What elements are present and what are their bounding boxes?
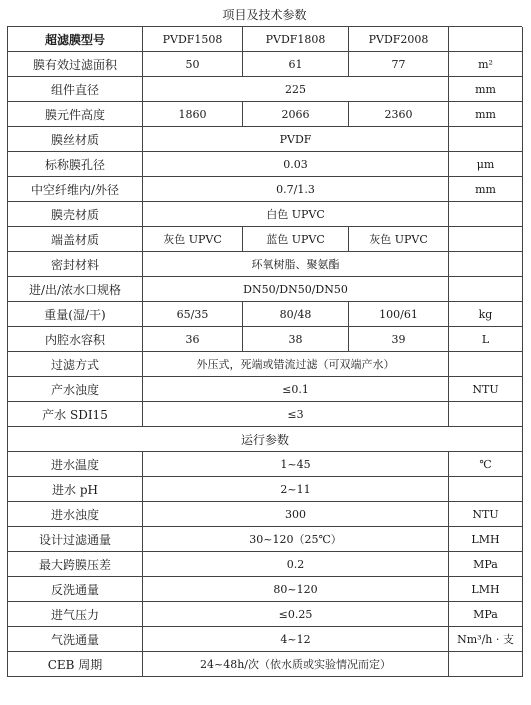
row-label: 进水温度 bbox=[8, 452, 143, 477]
row-value: 39 bbox=[349, 327, 449, 352]
row-unit: NTU bbox=[449, 502, 523, 527]
row-value: 0.7/1.3 bbox=[143, 177, 449, 202]
row-label: 进/出/浓水口规格 bbox=[8, 277, 143, 302]
row-value: 2360 bbox=[349, 102, 449, 127]
table-row bbox=[8, 52, 523, 77]
row-label: 标称膜孔径 bbox=[8, 152, 143, 177]
table-row bbox=[8, 352, 523, 377]
model-name: PVDF2008 bbox=[349, 27, 449, 52]
table-row bbox=[8, 627, 523, 652]
row-value: PVDF bbox=[143, 127, 449, 152]
row-label: 进气压力 bbox=[8, 602, 143, 627]
row-label: 内腔水容积 bbox=[8, 327, 143, 352]
row-value: 77 bbox=[349, 52, 449, 77]
row-value: ≤0.25 bbox=[143, 602, 449, 627]
row-value: 300 bbox=[143, 502, 449, 527]
row-label: 端盖材质 bbox=[8, 227, 143, 252]
row-value: DN50/DN50/DN50 bbox=[143, 277, 449, 302]
row-unit bbox=[449, 202, 523, 227]
table-row bbox=[8, 277, 523, 302]
row-unit: mm bbox=[449, 102, 523, 127]
row-value: 0.03 bbox=[143, 152, 449, 177]
row-label: 中空纤维内/外径 bbox=[8, 177, 143, 202]
row-value: 蓝色 UPVC bbox=[243, 227, 349, 252]
row-label: 膜元件高度 bbox=[8, 102, 143, 127]
row-label: 反洗通量 bbox=[8, 577, 143, 602]
row-label: 过滤方式 bbox=[8, 352, 143, 377]
row-value: 50 bbox=[143, 52, 243, 77]
header-label: 超滤膜型号 bbox=[8, 27, 143, 52]
table-row bbox=[8, 202, 523, 227]
row-value: 225 bbox=[143, 77, 449, 102]
row-unit: m² bbox=[449, 52, 523, 77]
row-value: 1~45 bbox=[143, 452, 449, 477]
section-header-row bbox=[8, 427, 523, 452]
row-unit: Nm³/h · 支 bbox=[449, 627, 523, 652]
row-value: ≤3 bbox=[143, 402, 449, 427]
row-unit: LMH bbox=[449, 527, 523, 552]
row-label: CEB 周期 bbox=[8, 652, 143, 677]
row-value: 外压式，死端或错流过滤（可双端产水） bbox=[143, 352, 449, 377]
row-value: 灰色 UPVC bbox=[143, 227, 243, 252]
row-value: 灰色 UPVC bbox=[349, 227, 449, 252]
row-unit: mm bbox=[449, 77, 523, 102]
table-row bbox=[8, 602, 523, 627]
row-label: 产水浊度 bbox=[8, 377, 143, 402]
table-row bbox=[8, 227, 523, 252]
row-value: 白色 UPVC bbox=[143, 202, 449, 227]
spec-table-body bbox=[8, 27, 523, 677]
row-value: 2066 bbox=[243, 102, 349, 127]
table-row bbox=[8, 102, 523, 127]
row-unit bbox=[449, 277, 523, 302]
row-label: 最大跨膜压差 bbox=[8, 552, 143, 577]
row-value: 环氧树脂、聚氨酯 bbox=[143, 252, 449, 277]
table-row bbox=[8, 527, 523, 552]
table-row bbox=[8, 152, 523, 177]
row-label: 进水 pH bbox=[8, 477, 143, 502]
row-unit: MPa bbox=[449, 552, 523, 577]
row-value: 0.2 bbox=[143, 552, 449, 577]
table-row bbox=[8, 652, 523, 677]
row-value: 65/35 bbox=[143, 302, 243, 327]
spec-sheet bbox=[7, 4, 522, 697]
row-label: 设计过滤通量 bbox=[8, 527, 143, 552]
row-unit bbox=[449, 127, 523, 152]
row-unit bbox=[449, 227, 523, 252]
table-row bbox=[8, 552, 523, 577]
row-unit: kg bbox=[449, 302, 523, 327]
row-unit: NTU bbox=[449, 377, 523, 402]
row-label: 密封材料 bbox=[8, 252, 143, 277]
table-row bbox=[8, 452, 523, 477]
bottom-margin bbox=[7, 677, 522, 697]
row-label: 进水浊度 bbox=[8, 502, 143, 527]
table-title: 项目及技术参数 bbox=[7, 4, 522, 27]
row-value: 1860 bbox=[143, 102, 243, 127]
table-row bbox=[8, 77, 523, 102]
table-row bbox=[8, 252, 523, 277]
row-label: 膜丝材质 bbox=[8, 127, 143, 152]
row-label: 产水 SDI15 bbox=[8, 402, 143, 427]
row-value: 36 bbox=[143, 327, 243, 352]
table-row bbox=[8, 577, 523, 602]
row-unit: MPa bbox=[449, 602, 523, 627]
table-row bbox=[8, 127, 523, 152]
unit-header bbox=[449, 27, 523, 52]
row-value: 2~11 bbox=[143, 477, 449, 502]
row-value: 100/61 bbox=[349, 302, 449, 327]
model-name: PVDF1808 bbox=[243, 27, 349, 52]
row-label: 膜壳材质 bbox=[8, 202, 143, 227]
row-value: 38 bbox=[243, 327, 349, 352]
row-unit: L bbox=[449, 327, 523, 352]
row-unit: ℃ bbox=[449, 452, 523, 477]
row-unit bbox=[449, 352, 523, 377]
model-name: PVDF1508 bbox=[143, 27, 243, 52]
row-label: 重量(湿/干) bbox=[8, 302, 143, 327]
row-unit: LMH bbox=[449, 577, 523, 602]
row-value: 4~12 bbox=[143, 627, 449, 652]
row-value: 61 bbox=[243, 52, 349, 77]
row-value: 80~120 bbox=[143, 577, 449, 602]
row-label: 气洗通量 bbox=[8, 627, 143, 652]
row-value: ≤0.1 bbox=[143, 377, 449, 402]
table-header-row bbox=[8, 27, 523, 52]
row-unit bbox=[449, 652, 523, 677]
row-value: 24~48h/次（依水质或实验情况而定） bbox=[143, 652, 449, 677]
spec-table bbox=[7, 27, 523, 677]
table-row bbox=[8, 327, 523, 352]
table-row bbox=[8, 177, 523, 202]
row-unit bbox=[449, 252, 523, 277]
row-value: 80/48 bbox=[243, 302, 349, 327]
table-row bbox=[8, 477, 523, 502]
row-unit: μm bbox=[449, 152, 523, 177]
row-label: 组件直径 bbox=[8, 77, 143, 102]
row-unit: mm bbox=[449, 177, 523, 202]
section-title: 运行参数 bbox=[8, 427, 523, 452]
table-row bbox=[8, 302, 523, 327]
row-unit bbox=[449, 402, 523, 427]
row-unit bbox=[449, 477, 523, 502]
table-row bbox=[8, 377, 523, 402]
row-label: 膜有效过滤面积 bbox=[8, 52, 143, 77]
row-value: 30~120（25℃） bbox=[143, 527, 449, 552]
table-row bbox=[8, 402, 523, 427]
table-row bbox=[8, 502, 523, 527]
